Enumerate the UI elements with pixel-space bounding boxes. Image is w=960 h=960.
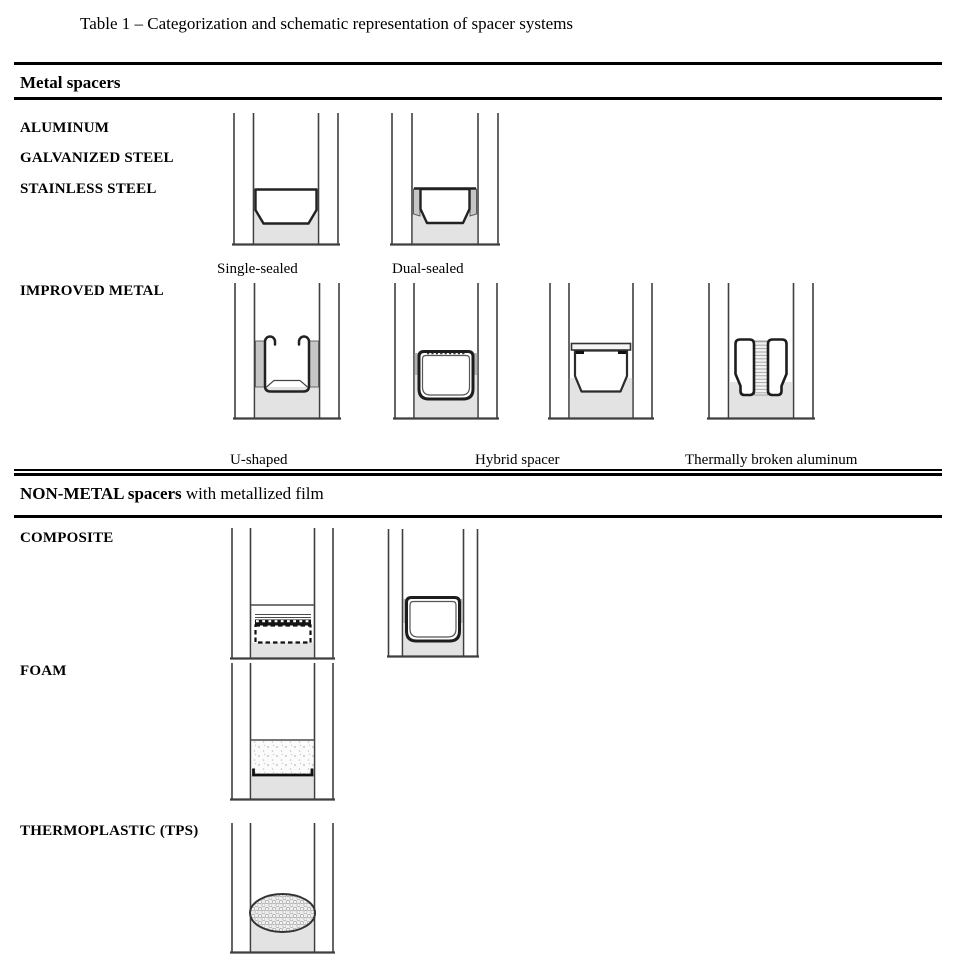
secondary-sealant <box>251 776 313 799</box>
composite-spacer-diagram-1 <box>230 528 335 660</box>
foam-core-dashed-box <box>256 626 311 643</box>
rule-top <box>14 62 942 65</box>
thermal-break-strip <box>755 341 768 395</box>
row-label-stainless-steel: STAINLESS STEEL <box>20 181 157 197</box>
caption-hybrid-spacer: Hybrid spacer <box>475 452 560 468</box>
row-label-improved-metal: IMPROVED METAL <box>20 283 164 299</box>
caption-single-sealed: Single-sealed <box>217 261 298 277</box>
composite-spacer-diagram-2 <box>387 529 479 658</box>
film-layers <box>255 615 311 618</box>
rule-below-nonmetal-header <box>14 515 942 518</box>
spacer-profile <box>575 351 627 392</box>
hybrid-spacer-diagram <box>393 283 499 420</box>
spacer-outer-wall <box>407 598 460 642</box>
spacer-profile <box>256 190 317 224</box>
nonmetal-header-bold: NON-METAL spacers <box>20 484 182 503</box>
spacer-profile <box>421 189 470 223</box>
caption-u-shaped: U-shaped <box>230 452 288 468</box>
foam-body <box>251 741 313 775</box>
nonmetal-header-regular: with metallized film <box>181 484 324 503</box>
row-label-galvanized-steel: GALVANIZED STEEL <box>20 150 174 166</box>
nonmetal-section-header <box>20 484 324 504</box>
caption-dual-sealed: Dual-sealed <box>392 261 464 277</box>
row-label-thermoplastic-tps: THERMOPLASTIC (TPS) <box>20 823 199 839</box>
metal-section-header: Metal spacers <box>20 73 121 92</box>
u-shaped-spacer-diagram <box>233 283 341 420</box>
single-sealed-spacer-diagram <box>232 113 340 246</box>
secondary-sealant <box>251 643 313 658</box>
row-label-foam: FOAM <box>20 663 67 679</box>
row-label-aluminum: ALUMINUM <box>20 120 110 136</box>
row-label-composite: COMPOSITE <box>20 530 114 546</box>
thermoplastic-tps-spacer-diagram <box>230 823 335 954</box>
hybrid-lidded-spacer-diagram <box>548 283 654 420</box>
table-title: Table 1 – Categorization and schematic representation of spacer systems <box>80 14 574 33</box>
thermally-broken-aluminum-diagram <box>707 283 815 420</box>
rule-below-metal-header <box>14 97 942 100</box>
dual-sealed-spacer-diagram <box>390 113 500 246</box>
spacer-lid <box>572 344 631 351</box>
foam-spacer-diagram <box>230 663 335 801</box>
rule-section-thick <box>14 473 942 476</box>
rule-section-thin <box>14 469 942 471</box>
tps-sealant-bead <box>250 894 315 932</box>
spacer-outer-wall <box>419 352 473 400</box>
caption-thermally-broken-aluminum: Thermally broken aluminum <box>685 452 858 468</box>
